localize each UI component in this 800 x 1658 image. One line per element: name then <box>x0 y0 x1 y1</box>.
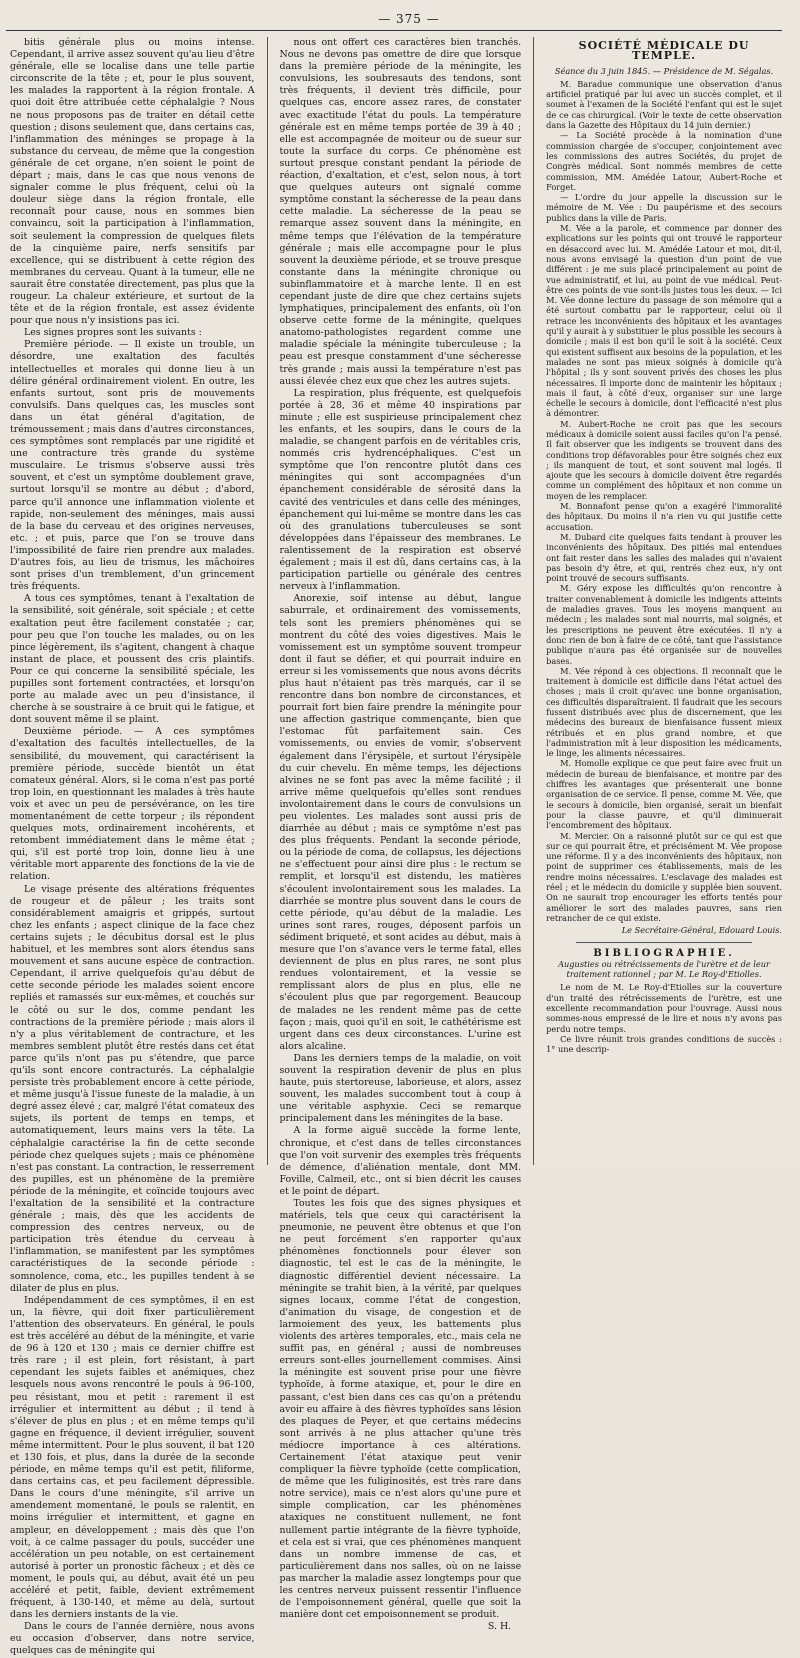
minutes-paragraph: M. Bonnafont pense qu'on a exagéré l'immoralité des hôpitaux. Du moins il n'a rien vu qui justifie cette accusation. <box>546 501 782 532</box>
col2-paragraph: nous ont offert ces caractères bien tranchés. Nous ne devons pas omettre de dire que lorsque dans la première période de la méningite, les convulsions, les soubresauts des tendons, sont très fréquents, il devient très difficile, pour quelques cas, encore assez rares, de constater avec exactitude l'état du pouls. La température générale est en même temps portée de 39 à 40 ; elle est accompagnée de moiteur ou de sueur sur toute la surface du corps. Ce phénomène est surtout presque constant pendant la période de réaction, d'exaltation, et c'est, selon nous, à tort que quelques auteurs ont signalé comme symptôme constant la sécheresse de la peau dans cette maladie. La sécheresse de la peau se remarque assez souvent dans la méningite, en même temps que l'élévation de la température générale ; mais elle accompagne pour le plus souvent la deuxième période, et se trouve presque constante dans la méningite chronique ou subinflammatoire et à marche lente. Il en est cependant juste de dire que chez certains sujets lymphatiques, principalement des enfants, où l'on observe cette forme de la méningite, quelques anatomo-pathologistes regardent comme une maladie spéciale la méningite tuberculeuse ; la peau est presque constamment d'une sécheresse très grande ; mais aussi la température n'est pas aussi élevée chez eux que chez les autres sujets. <box>279 37 522 387</box>
col2-paragraph: A la forme aiguë succède la forme lente, chronique, et c'est dans de telles circonstances que l'on voit survenir des exemples très fréquents de démence, d'aliénation mentale, dont MM. Foville, Calmeil, etc., ont si bien décrit les causes et le point de départ. <box>279 1125 522 1197</box>
minutes-paragraph: M. Homolle explique ce que peut faire avec fruit un médecin de bureau de bienfaisance, et montre par des chiffres les avantages que présenterait une bonne organisation de ce service. Il pense, comme M. Vée, que le secours à domicile, bien organisé, serait un bienfait pour la classe pauvre, et qu'il diminuerait l'encombrement des hôpitaux. <box>546 758 782 831</box>
col1-paragraph: bitis générale plus ou moins intense. Cependant, il arrive assez souvent qu'au lieu d'être générale, elle se localise dans une telle partie circonscrite de la tête ; et, pour le plus souvent, les malades la rapportent à la région frontale. A quoi doit être attribuée cette céphalalgie ? Nous ne nous proposons pas de traiter en détail cette question ; disons seulement que, dans certains cas, l'inflammation des méninges se propage à la substance du cerveau, de même que la congestion générale de cet organe, n'en soient le point de départ ; mais, dans le cas que nous venons de signaler comme le plus fréquent, celui où la douleur siège dans la région frontale, elle reconnaît pour cause, nous en sommes bien convaincu, soit la participation à l'inflammation, soit seulement la compression de quelques filets de la cinquième paire, nerfs sensitifs par excellence, qui se distribuent à cette région des membranes du cerveau. Quant à la tumeur, elle ne saurait être constatée directement, pas plus que la rougeur. La chaleur extérieure, et surtout de la tête et de la région frontale, est assez évidente pour que nous n'y insistions pas ici. <box>10 37 255 327</box>
col2-paragraph: Anorexie, soif intense au début, langue saburrale, et ordinairement des vomissements, tels sont les premiers phénomènes qui se montrent du côté des voies digestives. Mais le vomissement est un symptôme souvent trompeur dont il faut se défier, et qui pourrait induire en erreur si les vomissements que nous avons décrits plus haut n'étaient pas très marqués, car il se rencontre dans bon nombre de circonstances, et pourrait fort bien faire prendre la méningite pour une affection gastrique commençante, bien que l'estomac fût parfaitement sain. Ces vomissements, ou envies de vomir, s'observent également dans l'érysipèle, et surtout l'érysipèle du cuir chevelu. En même temps, les déjections alvines ne se font pas avec la même facilité ; il arrive même quelquefois qu'elles sont rendues involontairement dans le cours de convulsions un peu violentes. Les malades sont aussi pris de diarrhée au début ; mais ce symptôme n'est pas des plus fréquents. Pendant la seconde période, ou la période de coma, de collapsus, les déjections ne s'effectuent pour ainsi dire plus : le rectum se remplit, et lorsqu'il est distendu, les matières s'écoulent involontairement sous les malades. La diarrhée se montre plus souvent dans le cours de cette période, qu'au début de la maladie. Les urines sont rares, rouges, déposent parfois un sédiment briqueté, et sont acides au début, mais à mesure que l'on s'avance vers le terme fatal, elles deviennent de plus en plus rares, ne sont plus rendues volontairement, et la vessie se remplissant alors de plus en plus, elle ne s'écoulent plus que par regorgement. Beaucoup de malades ne les rendent même pas de cette façon ; mais, quoi qu'il en soit, le cathétérisme est urgent dans ces deux circonstances. L'urine est alors alcaline. <box>279 593 522 1052</box>
col1-paragraph: Première période. — Il existe un trouble, un désordre, une exaltation des facultés intellectuelles et morales qui donne lieu à un délire général ordinairement violent. En outre, les enfants surtout, sont pris de mouvements convulsifs. Dans quelques cas, les muscles sont dans un état général d'agitation, de trémoussement ; mais dans d'autres circonstances, ces symptômes sont remplacés par une rigidité et une contracture très grande du système musculaire. Le trismus s'observe aussi très souvent, et c'est un symptôme doublement grave, surtout lorsqu'il se montre au début ; d'abord, parce qu'il annonce une inflammation violente et rapide, non-seulement des méninges, mais aussi de la base du cerveau et des origines nerveuses, etc. ; et puis, parce que l'on se trouve dans l'impossibilité de faire rien prendre aux malades. D'autres fois, au lieu de trismus, les mâchoires sont prises d'un tremblement, d'un grincement très fréquents. <box>10 339 255 593</box>
header-rule <box>6 30 782 31</box>
column-1 <box>6 37 255 1657</box>
column-2 <box>279 37 522 1633</box>
col1-paragraph: Le visage présente des altérations fréquentes de rougeur et de pâleur ; les traits sont considérablement amaigris et grippés, surtout chez les enfants ; aspect clinique de la face chez certains sujets ; le décubitus dorsal est le plus habituel, et les membres sont alors étendus sans mouvement et sans aucune espèce de contraction. Cependant, il arrive quelquefois qu'au début de cette seconde période les malades soient encore repliés et ramassés sur eux-mêmes, et couchés sur le côté ou sur le dos, comme pendant les contractions de la première période ; mais alors il n'y a plus véritablement de contracture, et les membres semblent plutôt être restés dans cet état parce qu'ils n'ont pas pu s'étendre, que parce qu'ils sont encore contracturés. La céphalalgie persiste très probablement encore à cette période, et même jusqu'à l'issue funeste de la maladie, à un degré assez élevé ; car, malgré l'état comateux des sujets, ils portent de temps en temps, et automatiquement, leurs mains vers la tête. La céphalalgie caractérise la fin de cette seconde période chez quelques sujets ; mais ce phénomène n'est pas constant. La contraction, le resserrement des pupilles, est un phénomène de la première période de la méningite, et coïncide toujours avec l'exaltation de la sensibilité et la contracture générale ; mais, dès que les accidents de compression des centres nerveux, ou de participation très étendue du cerveau à l'inflammation, se manifestent par les symptômes caractéristiques de la seconde période : somnolence, coma, etc., les pupilles tendent à se dilater de plus en plus. <box>10 883 255 1294</box>
minutes-paragraph: M. Aubert-Roche ne croit pas que les secours médicaux à domicile soient aussi faciles qu'on l'a pensé. Il fait observer que les indigents se trouvent dans des conditions trop défavorables pour être soignés chez eux ; ils manquent de tout, et sont souvent mal logés. Il ajoute que les secours à domicile doivent être regardés comme un complément des hôpitaux et non comme un moyen de les remplacer. <box>546 418 782 501</box>
bibliography-paragraph: Ce livre réunit trois grandes conditions de succès : 1° une descrip- <box>546 1033 782 1055</box>
column-3 <box>546 37 782 1165</box>
minutes-paragraph: M. Dubard cite quelques faits tendant à prouver les inconvénients des hôpitaux. Des pitiés mal entendues ont fait rester dans les salles des malades qui n'avaient pas besoin d'y être, et qui, rentrés chez eux, n'y ont point trouvé de secours suffisants. <box>546 531 782 584</box>
col1-paragraph: Deuxième période. — A ces symptômes d'exaltation des facultés intellectuelles, de la sensibilité, du mouvement, qui caractérisent la première période, succède bientôt un état comateux général. Alors, si le coma n'est pas porté trop loin, en questionnant les malades à très haute voix et avec un peu de persévérance, on les tire momentanément de cette torpeur ; ils répondent quelques mots, ordinairement incohérents, et retombent immédiatement dans le même état ; qui, s'il est porté trop loin, donne lieu à une véritable mort apparente des fonctions de la vie de relation. <box>10 726 255 883</box>
bibliography-reference: Augusties ou rétrécissements de l'urètre et de leur traitement rationnel ; par M. Le Roy-d'Etiolles. <box>558 958 770 980</box>
col1-paragraph: Indépendamment de ces symptômes, il en est un, la fièvre, qui doit fixer particulièrement l'attention des observateurs. En général, le pouls est très accéléré au début de la méningite, et varie de 96 à 120 et 130 ; mais ce dernier chiffre est très rare ; il est plein, fort résistant, à part cependant les sujets faibles et anémiques, chez lesquels nous avons rencontré le pouls à 96-100, peu résistant, mou et petit : rarement il est irrégulier et intermittent au début ; il tend à s'élever de plus en plus ; et en même temps qu'il gagne en fréquence, il devient irrégulier, souvent même intermittent. Pour le plus souvent, il bat 120 et 130 fois, et plus, dans la durée de la seconde période, en même temps qu'il est petit, filiforme, dans certains cas, et peu facilement dépressible. Dans le cours d'une méningite, s'il arrive un amendement momentané, le pouls se ralentit, en moins irrégulier et intermittent, et gagne en ampleur, en développement ; mais dès que l'on voit, à ce calme passager du pouls, succéder une accélération un peu notable, on est certainement autorisé à porter un pronostic fâcheux ; et dès ce moment, le pouls qui, au début, avait été un peu accéléré et petit, faible, devient extrêmement fréquent, à 130-140, et même au delà, surtout dans les derniers instants de la vie. <box>10 1294 255 1621</box>
col1-paragraph: Les signes propres sont les suivants : <box>24 327 202 339</box>
minutes-paragraph: M. Vée a la parole, et commence par donner des explications sur les points qui ont trouvé le rapporteur en désaccord avec lui. M. Amédée Latour et moi, dit-il, nous avons envisagé la question d'un point de vue différent : je me suis placé principalement au point de vue administratif, et lui, au point de vue médical. Peut-être ces points de vue sont-ils justes tous les deux. — Ici M. Vée donne lecture du passage de son mémoire qui a été surtout combattu par le rapporteur, celui où il retrace les inconvénients des hôpitaux et les avantages qu'il y aurait à y substituer le plus possible les secours à domicile ; mais il est bon qu'il le soit à la société. Ceux qui existent suffisent aux besoins de la population, et les malades ne sont pas mieux soignés à domicile qu'à l'hôpital ; ils y sont souvent privés des choses les plus nécessaires. Il importe donc de maintenir les hôpitaux ; mais il faut, à côté d'eux, organiser sur une large échelle le secours à domicile, dont l'efficacité n'est plus à démontrer. <box>546 223 782 419</box>
bibliography-title: BIBLIOGRAPHIE. <box>593 947 735 959</box>
column-divider <box>533 37 534 1165</box>
col2-paragraph: Toutes les fois que des signes physiques et matériels, tels que ceux qui caractérisent la pneumonie, ne peuvent être obtenus et que l'on ne peut forcément s'en rapporter qu'aux phénomènes fonctionnels pour élever son diagnostic, tel est le cas de la méningite, le diagnostic différentiel devient nécessaire. La méningite se trahit bien, à la vérité, par quelques signes locaux, comme l'état de congestion, d'animation du visage, de congestion et de larmoiement des yeux, les battements plus violents des artères temporales, etc., mais cela ne suffit pas, en général ; aussi de nombreuses erreurs sont-elles journellement commises. Ainsi la méningite est souvent prise pour une fièvre typhoïde, à forme ataxique, et, pour le dire en passant, c'est bien dans ces cas qu'on a prétendu avoir eu affaire à des fièvres typhoïdes sans lésion des plaques de Peyer, et que certains médecins sont arrivés à ne plus attacher qu'une très médiocre importance à ces altérations. Certainement l'état ataxique peut venir compliquer la fièvre typhoïde (cette complication, de même que les fuliginosités, est très rare dans notre service), mais ce n'est alors qu'une pure et simple complication, car les phénomènes ataxiques ne constituent nullement, ne font nullement partie intégrante de la fièvre typhoïde, et cela est si vrai, que ces phénomènes manquent dans un nombre immense de cas, et particulièrement dans nos salles, où on ne laisse pas marcher la maladie assez longtemps pour que les centres nerveux puissent ressentir l'influence de l'empoisonnement général, quelle que soit la manière dont cet empoisonnement se produit. <box>279 1198 522 1621</box>
society-title: SOCIÉTÉ MÉDICALE DU TEMPLE. <box>578 39 750 63</box>
secretary-signature: Le Secrétaire-Général, Edouard Louis. <box>621 925 782 936</box>
page-number: — 375 — <box>378 12 440 26</box>
section-separator <box>576 942 752 943</box>
col2-paragraph: La respiration, plus fréquente, est quelquefois portée à 28, 36 et même 40 inspirations par minute ; elle est suspirieuse principalement chez les enfants, et les soupirs, dans le cours de la maladie, se changent parfois en de véritables cris, nommés cris hydrencéphaliques. C'est un symptôme que l'on rencontre plutôt dans ces méningites qui sont accompagnées d'un épanchement considérable de sérosité dans la cavité des ventricules et dans celle des méninges, épanchement qui lui-même se montre dans les cas où des granulations tuberculeuses se sont développées dans l'épaisseur des membranes. Le ralentissement de la respiration est observé également ; mais il est dû, dans certains cas, à la participation partielle ou générale des centres nerveux à l'inflammation. <box>279 387 522 593</box>
session-heading: Séance du 3 juin 1845. — Présidence de M. Ségalas. <box>554 65 774 76</box>
col1-paragraph: Dans le cours de l'année dernière, nous avons eu occasion d'observer, dans notre service, quelques cas de méningite qui <box>10 1621 255 1657</box>
minutes-paragraph: M. Mercier. On a raisonné plutôt sur ce qui est que sur ce qui pourrait être, et précisément M. Vée propose une réforme. Il y a des inconvénients des hôpitaux, non point de supprimer ces établissements, mais de les rendre moins nécessaires. L'esclavage des malades est réel ; et le médecin du domicile y supplée bien souvent. On ne saurait trop encourager les efforts tentés pour améliorer le sort des malades pauvres, sans rien retrancher de ce qui existe. <box>546 830 782 923</box>
minutes-paragraph: M. Vée répond à ces objections. Il reconnaît que le traitement à domicile est difficile dans l'état actuel des choses ; mais il croit qu'avec une bonne organisation, ces difficultés disparaîtraient. Il faudrait que les secours fussent distribués avec plus de discernement, que les médecins des bureaux de bienfaisance fussent mieux rétribués et en plus grand nombre, et que l'administration mît à leur disposition les médicaments, le linge, les aliments nécessaires. <box>546 665 782 759</box>
col2-paragraph: Dans les derniers temps de la maladie, on voit souvent la respiration devenir de plus en plus haute, puis stertoreuse, laborieuse, et alors, assez souvent, les malades succombent tout à coup à une véritable asphyxie. Ceci se remarque principalement dans les méningites de la base. <box>279 1052 522 1125</box>
col1-paragraph: A tous ces symptômes, tenant à l'exaltation de la sensibilité, soit générale, soit spéciale ; et cette exaltation peut être facilement constatée ; car, pour peu que l'on touche les malades, ou on les pince légèrement, ils s'agitent, changent à chaque instant de place, et poussent des cris plaintifs. Pour ce qui concerne la sensibilité spéciale, les pupilles sont fortement contractées, et lorsqu'on porte au malade avec un peu d'insistance, il cherche à se soustraire à ce bruit qui le fatigue, et dont souvent même il se plaint. <box>10 593 255 726</box>
minutes-paragraph: M. Baradue communique une observation d'anus artificiel pratiqué par lui avec un succès complet, et il soumet à l'examen de la Société l'enfant qui est le sujet de ce cas chirurgical. (Voir le texte de cette observation dans la Gazette des Hôpitaux du 14 juin dernier.) <box>546 78 782 131</box>
column-divider <box>267 37 268 1165</box>
article-signature: S. H. <box>487 1621 512 1633</box>
minutes-paragraph: — La Société procède à la nomination d'une commission chargée de s'occuper, conjointement avec les commissions des autres Sociétés, du projet de Congrès médical. Sont nommés membres de cette commission, MM. Amédée Latour, Aubert-Roche et Forget. <box>546 130 782 192</box>
minutes-paragraph: M. Géry expose les difficultés qu'on rencontre à traiter convenablement à domicile les indigents atteints de maladies graves. Tous les moyens manquent au médecin ; les malades sont mal nourris, mal soignés, et les prescriptions ne peuvent être exécutées. Il n'y a donc rien de bon à faire de ce côté, tant que l'assistance publique n'aura pas été organisée sur de nouvelles bases. <box>546 583 782 666</box>
minutes-paragraph: — L'ordre du jour appelle la discussion sur le mémoire de M. Vée : Du paupérisme et des secours publics dans la ville de Paris. <box>546 192 782 223</box>
columns <box>6 37 782 1657</box>
bibliography-paragraph: Le nom de M. Le Roy-d'Etiolles sur la couverture d'un traité des rétrécissements de l'urètre, est une excellente recommandation pour l'ouvrage. Aussi nous sommes-nous empressé de le lire et nous n'y avons pas perdu notre temps. <box>546 982 782 1034</box>
